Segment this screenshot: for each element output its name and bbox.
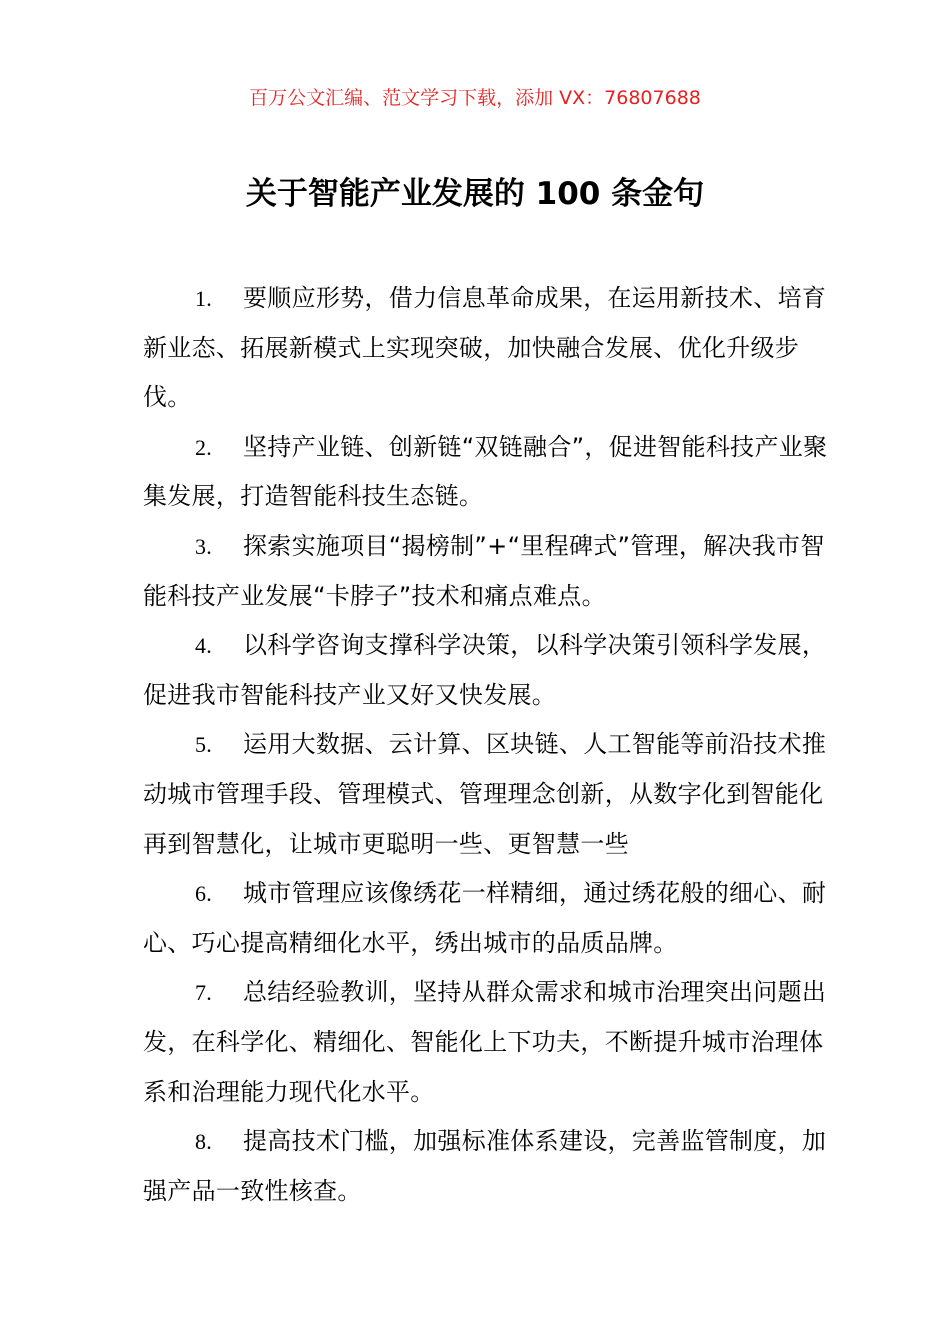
item-number: 8. bbox=[195, 1129, 213, 1155]
item-list bbox=[143, 274, 833, 1216]
list-item bbox=[143, 869, 833, 968]
item-number: 1. bbox=[195, 286, 213, 311]
item-number: 2. bbox=[195, 434, 213, 460]
item-text: 以科学咨询支撑科学决策，以科学决策引领科学发展，促进我市智能科技产业又好又快发展。 bbox=[143, 631, 827, 709]
list-item bbox=[143, 720, 833, 869]
document-title: 关于智能产业发展的 100 条金句 bbox=[245, 176, 705, 212]
item-number: 3. bbox=[195, 533, 213, 559]
list-item bbox=[143, 423, 833, 522]
list-item bbox=[143, 274, 833, 423]
item-text: 运用大数据、云计算、区块链、人工智能等前沿技术推动城市管理手段、管理模式、管理理念创新，从数字化到智能化再到智慧化，让城市更聪明一些、更智慧一些 bbox=[143, 730, 827, 858]
list-item bbox=[143, 522, 833, 621]
item-text: 要顺应形势，借力信息革命成果，在运用新技术、培育新业态、拓展新模式上实现突破，加快融合发展、优化升级步伐。 bbox=[143, 284, 827, 412]
item-text: 总结经验教训，坚持从群众需求和城市治理突出问题出发，在科学化、精细化、智能化上下功夫，不断提升城市治理体系和治理能力现代化水平。 bbox=[143, 978, 827, 1106]
header-notice: 百万公文汇编、范文学习下载，添加 VX：76807688 bbox=[249, 87, 701, 109]
list-item bbox=[143, 968, 833, 1117]
list-item bbox=[143, 1117, 833, 1216]
item-text: 探索实施项目“揭榜制”+“里程碑式”管理，解决我市智能科技产业发展“卡脖子”技术和痛点难点。 bbox=[143, 531, 825, 610]
item-text: 坚持产业链、创新链“双链融合”，促进智能科技产业聚集发展，打造智能科技生态链。 bbox=[143, 432, 828, 511]
item-number: 7. bbox=[195, 980, 213, 1006]
item-text: 提高技术门槛，加强标准体系建设，完善监管制度，加强产品一致性核查。 bbox=[143, 1127, 827, 1205]
item-number: 6. bbox=[195, 881, 213, 907]
item-number: 5. bbox=[195, 732, 213, 758]
list-item bbox=[143, 621, 833, 720]
item-number: 4. bbox=[195, 633, 213, 659]
item-text: 城市管理应该像绣花一样精细，通过绣花般的细心、耐心、巧心提高精细化水平，绣出城市的品质品牌。 bbox=[143, 879, 827, 957]
